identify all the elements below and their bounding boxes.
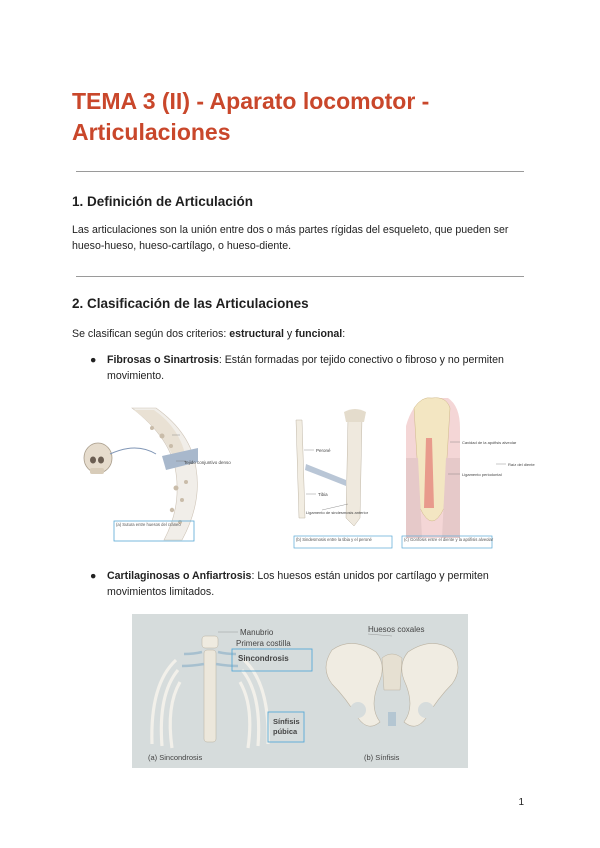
bullet-fibrosas-text	[107, 352, 527, 384]
bullet-fibrosas-bold: Fibrosas o Sinartrosis	[107, 354, 219, 366]
divider-1	[76, 171, 524, 172]
suture-illustration	[84, 408, 231, 541]
bullet-dot: ●	[90, 354, 97, 366]
intro-mid: y	[283, 328, 296, 340]
gomphosis-label-ligament: Ligamento periodontal	[462, 472, 502, 477]
syndesmosis-illustration	[294, 409, 392, 548]
syndesmosis-caption: (b) Sindesmosis entre la tibia y el peroné	[296, 537, 372, 542]
sternum-shape	[204, 650, 216, 742]
figure-cartilaginous-joints-svg	[132, 614, 468, 768]
caption-sinfisis: (b) Sínfisis	[364, 753, 400, 762]
suture-label: Tejido conjuntivo denso	[184, 460, 231, 465]
section1-paragraph: Las articulaciones son la unión entre dos o más partes rígidas del esqueleto, que pueden ser hueso-hueso, hueso-cartílago, o hueso-diente.	[72, 224, 509, 252]
label-primera-costilla: Primera costilla	[236, 639, 291, 648]
bullet-cartilaginosas-desc: : Los huesos están unidos por cartílago y permiten movimientos limitados.	[107, 570, 489, 598]
figure-fibrous-joints	[76, 398, 535, 550]
intro-bold-estructural: estructural	[229, 328, 284, 340]
bullet-cartilaginosas-text	[107, 568, 527, 600]
divider-2	[76, 276, 524, 277]
intro-prefix: Se clasifican según dos criterios:	[72, 328, 230, 340]
gomphosis-illustration	[402, 398, 535, 548]
section2-heading: 2. Clasificación de las Articulaciones	[72, 296, 309, 311]
label-sinfisis-pubica: púbica	[273, 727, 298, 736]
figure-fibrous-joints-svg	[76, 398, 535, 550]
gomphosis-label-root: Raíz del diente	[508, 462, 535, 467]
page-title: TEMA 3 (II) - Aparato locomotor - Articulaciones	[72, 88, 430, 145]
syndesmosis-label-tibia: Tibia	[318, 492, 328, 497]
page-number: 1	[518, 797, 524, 808]
bullet-dot: ●	[90, 570, 97, 582]
manubrium-shape	[202, 636, 218, 648]
label-huesos-coxales: Huesos coxales	[368, 625, 425, 634]
gomphosis-label-cavity: Cavidad de la apófisis alveolar	[462, 440, 517, 445]
section2-intro	[72, 326, 532, 342]
syndesmosis-label-ligament: Ligamento de sindesmosis anterior	[306, 510, 369, 515]
syndesmosis-label-peroné: Peroné	[316, 448, 331, 453]
caption-sincondrosis: (a) Sincondrosis	[148, 753, 203, 762]
bullet-fibrosas-desc: : Están formadas por tejido conectivo o fibroso y no permiten movimiento.	[107, 354, 504, 382]
intro-suffix: :	[342, 328, 346, 340]
intro-bold-funcional: funcional	[295, 328, 343, 340]
label-sinfisis: Sínfisis	[273, 717, 300, 726]
section1-heading: 1. Definición de Articulación	[72, 194, 254, 209]
label-manubrio: Manubrio	[240, 628, 274, 637]
label-sincondrosis: Sincondrosis	[238, 654, 289, 663]
gomphosis-caption: (c) Gonfosis entre el diente y la apófisis alveolar	[404, 537, 494, 542]
figure-cartilaginous-joints	[132, 614, 468, 768]
bullet-cartilaginosas-bold: Cartilaginosas o Anfiartrosis	[107, 570, 252, 582]
suture-caption: (a) Sutura entre huesos del cráneo	[116, 522, 181, 527]
